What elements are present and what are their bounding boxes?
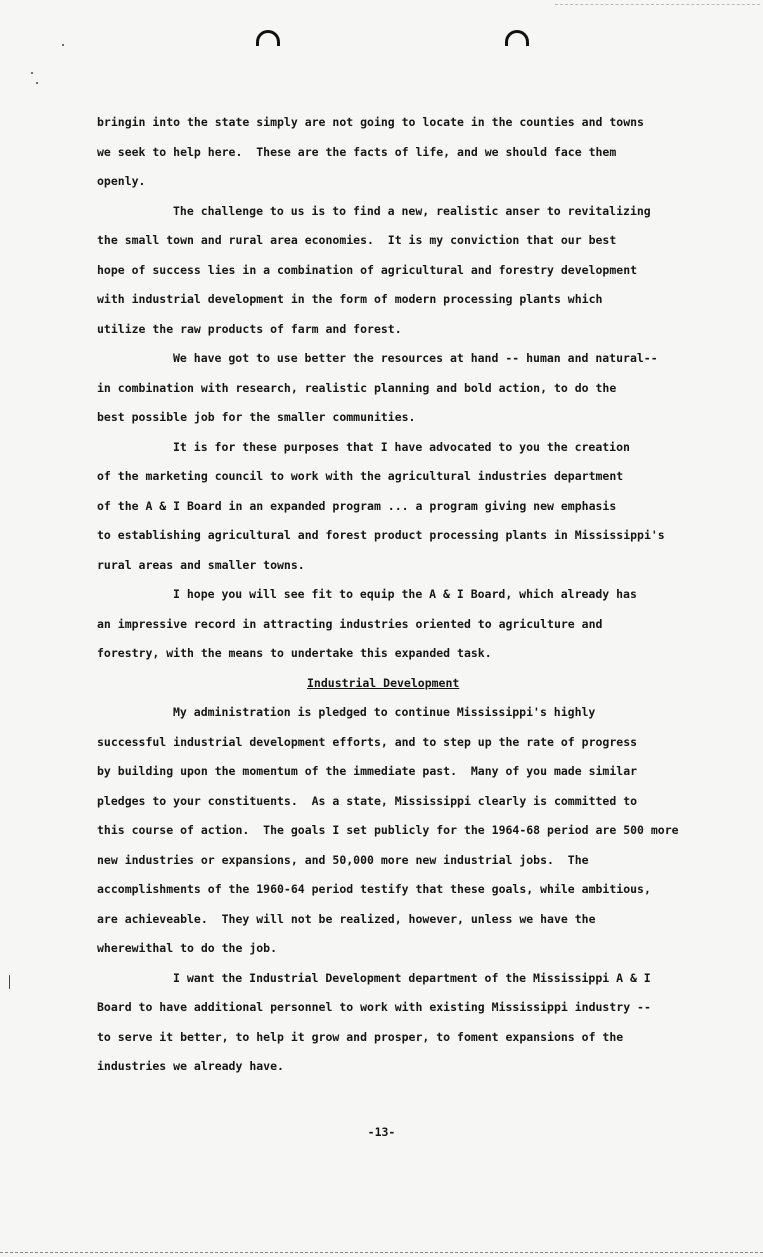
text-line: are achieveable. They will not be realized, however, unless we have the <box>97 911 596 926</box>
text-line: by building upon the momentum of the immediate past. Many of you made similar <box>97 764 638 778</box>
text-line: successful industrial development efforts, and to step up the rate of progress <box>97 734 638 749</box>
paragraph-first-line: We have got to use better the resources at hand -- human and natural-- <box>173 351 658 365</box>
text-line: new industries or expansions, and 50,000 more new industrial jobs. The <box>97 852 589 867</box>
text-line: to establishing agricultural and forest product processing plants in Mississippi's <box>97 528 665 542</box>
text-line: we seek to help here. These are the facts of life, and we should face them <box>97 144 617 159</box>
body-text <box>97 108 737 1082</box>
text-line: pledges to your constituents. As a state, Mississippi clearly is committed to <box>97 793 638 808</box>
text-line: to serve it better, to help it grow and prosper, to foment expansions of the <box>97 1029 624 1044</box>
text-line: utilize the raw products of farm and forest. <box>97 321 402 336</box>
text-line: rural areas and smaller towns. <box>97 557 305 572</box>
text-line: wherewithal to do the job. <box>97 941 278 955</box>
paragraph-first-line: I want the Industrial Development department of the Mississippi A & I <box>173 970 651 985</box>
bottom-edge-rule <box>0 1252 763 1253</box>
right-punch-hole-mark <box>505 30 529 46</box>
text-line: accomplishments of the 1960-64 period testify that these goals, while ambitious, <box>97 882 651 896</box>
section-heading: Industrial Development <box>307 675 460 690</box>
text-line: in combination with research, realistic planning and bold action, to do the <box>97 380 617 395</box>
top-edge-rule <box>555 4 760 5</box>
text-line: with industrial development in the form of modern processing plants which <box>97 292 603 306</box>
text-line: openly. <box>97 174 146 188</box>
paragraph-first-line: I hope you will see fit to equip the A & I Board, which already has <box>173 587 637 601</box>
left-punch-hole-mark <box>256 30 280 46</box>
text-line: the small town and rural area economies. It is my conviction that our best <box>97 233 617 247</box>
text-line: forestry, with the means to undertake this expanded task. <box>97 646 492 660</box>
text-line: an impressive record in attracting industries oriented to agriculture and <box>97 616 603 631</box>
paragraph-first-line: The challenge to us is to find a new, realistic anser to revitalizing <box>173 203 651 218</box>
text-line: best possible job for the smaller communities. <box>97 410 416 424</box>
scan-speck <box>62 44 64 46</box>
page-number: -13- <box>367 1125 396 1139</box>
text-line: industries we already have. <box>97 1059 284 1073</box>
scan-speck <box>31 72 33 74</box>
text-line: Board to have additional personnel to work with existing Mississippi industry -- <box>97 1000 651 1014</box>
text-line: hope of success lies in a combination of agricultural and forestry development <box>97 262 638 277</box>
text-line: bringin into the state simply are not going to locate in the counties and towns <box>97 115 644 129</box>
scan-speck <box>36 82 38 84</box>
paragraph-first-line: It is for these purposes that I have advocated to you the creation <box>173 439 630 454</box>
scan-speck <box>9 975 10 989</box>
text-line: of the marketing council to work with the agricultural industries department <box>97 469 624 483</box>
paragraph-first-line: My administration is pledged to continue Mississippi's highly <box>173 705 596 719</box>
text-line: of the A & I Board in an expanded program ... a program giving new emphasis <box>97 498 617 513</box>
text-line: this course of action. The goals I set publicly for the 1964-68 period are 500 more <box>97 823 679 837</box>
